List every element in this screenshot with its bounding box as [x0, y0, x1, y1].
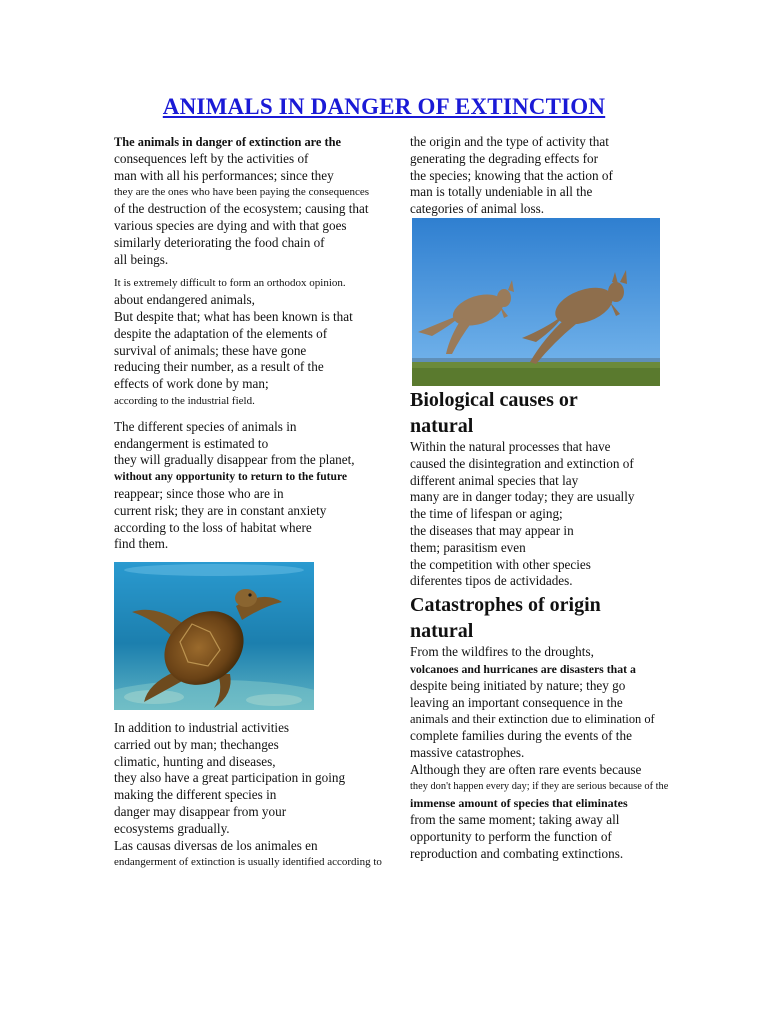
text-line: It is extremely difficult to form an orthodox opinion. — [114, 277, 346, 290]
left-paragraph-1 — [114, 134, 404, 268]
text-line: In addition to industrial activities — [114, 720, 290, 735]
left-column-bottom — [114, 720, 404, 871]
section-heading-biological — [410, 387, 720, 439]
left-paragraph-2 — [114, 275, 404, 409]
text-line: various species are dying and with that goes — [114, 217, 347, 233]
text-line: they are the ones who have been paying the consequences — [114, 186, 370, 199]
text-line: survival of animals; these have gone — [114, 342, 307, 358]
text-line: danger may disappear from your — [114, 803, 287, 819]
text-line: Las causas diversas de los animales en — [114, 837, 318, 853]
page-title: ANIMALS IN DANGER OF EXTINCTION — [162, 94, 606, 119]
text-line: effects of work done by man; — [114, 376, 269, 392]
text-line: all beings. — [114, 251, 169, 267]
text-line: The different species of animals in — [114, 418, 297, 434]
text-line: about endangered animals, — [114, 292, 255, 308]
text-line: man with all his performances; since they — [114, 167, 334, 183]
text-line: find them. — [114, 536, 169, 552]
text-line: Within the natural processes that have — [410, 439, 611, 454]
text-line: carried out by man; thechanges — [114, 736, 279, 752]
text-line: reducing their number, as a result of the — [114, 359, 324, 375]
text-line: the species; knowing that the action of — [410, 167, 613, 183]
text-line: caused the disintegration and extinction of — [410, 455, 634, 471]
text-line: Although they are often rare events because — [410, 761, 642, 777]
text-line: endangerment of extinction is usually identified according to — [114, 856, 382, 869]
text-line: man is totally undeniable in all the — [410, 184, 593, 200]
text-line: consequences left by the activities of — [114, 150, 309, 166]
text-line: opportunity to perform the function of — [410, 828, 612, 844]
text-line: diferentes tipos de actividades. — [410, 573, 573, 589]
text-line: But despite that; what has been known is that — [114, 308, 353, 324]
heading-line: Biological causes or — [410, 389, 578, 411]
text-line: according to the industrial field. — [114, 394, 255, 407]
right-paragraph-2 — [410, 439, 720, 590]
text-line: the competition with other species — [410, 556, 591, 572]
text-line: making the different species in — [114, 787, 277, 803]
text-line: without any opportunity to return to the future — [114, 470, 348, 484]
text-line: leaving an important consequence in the — [410, 694, 623, 710]
text-line: reappear; since those who are in — [114, 485, 284, 501]
text-line: many are in danger today; they are usually — [410, 489, 635, 505]
text-line: different animal species that lay — [410, 472, 579, 488]
text-line: From the wildfires to the droughts, — [410, 644, 594, 660]
text-line: the diseases that may appear in — [410, 522, 574, 538]
text-line: massive catastrophes. — [410, 744, 525, 760]
left-paragraph-3 — [114, 419, 404, 553]
section-heading-catastrophes — [410, 592, 720, 644]
text-line: current risk; they are in constant anxiety — [114, 502, 327, 518]
text-line: complete families during the events of the — [410, 728, 632, 744]
text-line: they will gradually disappear from the planet, — [114, 452, 355, 468]
text-line: them; parasitism even — [410, 539, 526, 555]
text-line: similarly deteriorating the food chain of — [114, 234, 325, 250]
text-line: reproduction and combating extinctions. — [410, 845, 624, 861]
text-line: animals and their extinction due to elimination of — [410, 712, 655, 727]
text-line: according to the loss of habitat where — [114, 519, 312, 535]
text-line: despite being initiated by nature; they go — [410, 677, 626, 693]
right-column — [410, 134, 710, 218]
text-line: despite the adaptation of the elements of — [114, 325, 328, 341]
text-line: The animals in danger of extinction are the — [114, 135, 342, 149]
text-line: of the destruction of the ecosystem; causing that — [114, 201, 369, 217]
right-paragraph-3 — [410, 644, 720, 862]
text-line: the time of lifespan or aging; — [410, 506, 563, 522]
text-line: generating the degrading effects for — [410, 150, 598, 166]
left-paragraph-4 — [114, 720, 404, 871]
text-line: they also have a great participation in going — [114, 770, 346, 786]
text-line: categories of animal loss. — [410, 201, 545, 217]
text-line: climatic, hunting and diseases, — [114, 753, 276, 769]
text-line: immense amount of species that eliminates — [410, 796, 628, 811]
heading-line: natural — [410, 620, 474, 643]
heading-line: natural — [410, 415, 474, 437]
heading-line: Catastrophes of origin — [410, 594, 601, 617]
text-line: volcanoes and hurricanes are disasters that a — [410, 661, 636, 676]
right-column-lower — [410, 387, 720, 863]
text-line: they don't happen every day; if they are serious because of the — [410, 780, 669, 792]
left-column — [114, 134, 404, 553]
text-line: from the same moment; taking away all — [410, 812, 620, 828]
text-line: endangerment is estimated to — [114, 435, 269, 451]
kangaroo-image — [412, 218, 660, 386]
text-line: the origin and the type of activity that — [410, 134, 609, 149]
right-paragraph-1 — [410, 134, 710, 218]
sea-turtle-image — [114, 562, 314, 710]
text-line: ecosystems gradually. — [114, 820, 230, 836]
